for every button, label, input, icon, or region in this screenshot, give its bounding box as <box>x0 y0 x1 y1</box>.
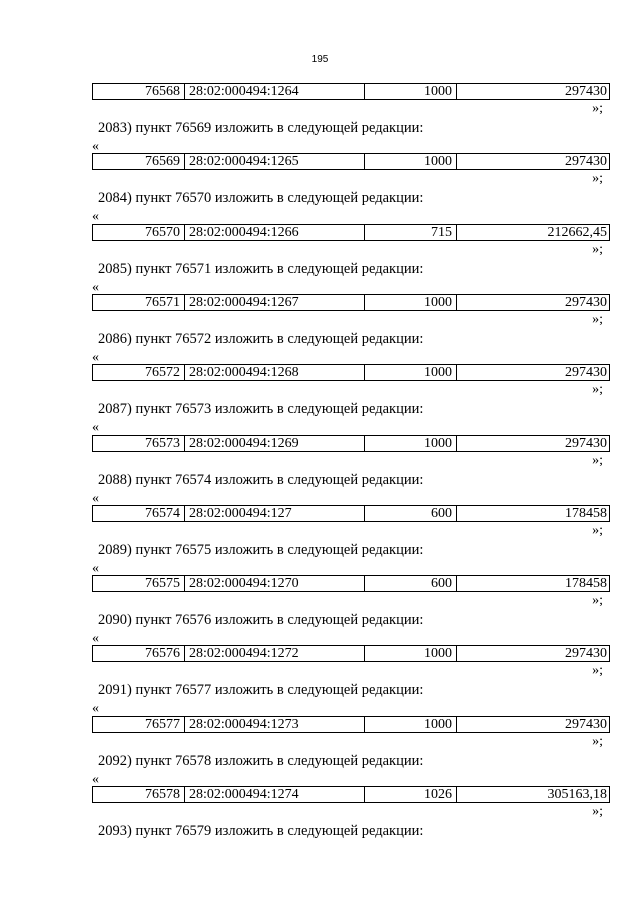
area-cell: 1000 <box>365 295 457 310</box>
closing-quote: »; <box>592 382 603 398</box>
value-cell: 297430 <box>565 435 607 451</box>
table-row <box>92 786 610 803</box>
closing-quote: »; <box>592 733 603 749</box>
cadastral-number-cell: 28:02:000494:127 <box>185 506 365 521</box>
area-cell: 1000 <box>365 365 457 380</box>
amendment-instruction: 2090) пункт 76576 изложить в следующей редакции: <box>98 612 424 629</box>
item-number-cell: 76568 <box>93 84 185 99</box>
cadastral-number-cell: 28:02:000494:1264 <box>185 84 365 99</box>
cadastral-number-cell: 28:02:000494:1269 <box>185 436 365 451</box>
page-number: 195 <box>311 54 329 65</box>
item-number-cell: 76577 <box>93 717 185 732</box>
area-cell: 1000 <box>365 717 457 732</box>
amendment-instruction: 2085) пункт 76571 изложить в следующей редакции: <box>98 260 424 277</box>
cadastral-number-cell: 28:02:000494:1272 <box>185 646 365 661</box>
closing-quote: »; <box>592 171 603 187</box>
area-cell: 1026 <box>365 787 457 802</box>
table-row <box>92 435 610 452</box>
table-row <box>92 645 610 662</box>
closing-quote: »; <box>592 663 603 679</box>
closing-quote: »; <box>592 522 603 538</box>
value-cell: 297430 <box>565 646 607 662</box>
opening-quote: « <box>92 490 99 506</box>
cadastral-number-cell: 28:02:000494:1267 <box>185 295 365 310</box>
item-number-cell: 76578 <box>93 787 185 802</box>
item-number-cell: 76570 <box>93 225 185 240</box>
area-cell: 1000 <box>365 436 457 451</box>
opening-quote: « <box>92 349 99 365</box>
item-number-cell: 76569 <box>93 154 185 169</box>
value-cell: 297430 <box>565 154 607 170</box>
amendment-instruction: 2093) пункт 76579 изложить в следующей редакции: <box>98 823 424 839</box>
opening-quote: « <box>92 771 99 787</box>
value-cell: 297430 <box>565 365 607 381</box>
cadastral-number-cell: 28:02:000494:1268 <box>185 365 365 380</box>
area-cell: 600 <box>365 506 457 521</box>
area-cell: 600 <box>365 576 457 591</box>
cadastral-number-cell: 28:02:000494:1270 <box>185 576 365 591</box>
opening-quote: « <box>92 631 99 647</box>
closing-quote: »; <box>592 241 603 257</box>
table-row <box>92 83 610 100</box>
area-cell: 1000 <box>365 646 457 661</box>
opening-quote: « <box>92 279 99 295</box>
table-row <box>92 364 610 381</box>
opening-quote: « <box>92 420 99 436</box>
item-number-cell: 76574 <box>93 506 185 521</box>
closing-quote: »; <box>592 311 603 327</box>
cadastral-number-cell: 28:02:000494:1274 <box>185 787 365 802</box>
item-number-cell: 76572 <box>93 365 185 380</box>
opening-quote: « <box>92 139 99 154</box>
value-cell: 297430 <box>565 294 607 310</box>
table-row <box>92 294 610 311</box>
amendment-instruction: 2089) пункт 76575 изложить в следующей редакции: <box>98 541 424 558</box>
item-number-cell: 76573 <box>93 436 185 451</box>
amendment-instruction: 2086) пункт 76572 изложить в следующей редакции: <box>98 330 424 347</box>
cadastral-number-cell: 28:02:000494:1273 <box>185 717 365 732</box>
amendment-instruction: 2088) пункт 76574 изложить в следующей редакции: <box>98 471 424 488</box>
amendment-instruction: 2092) пункт 76578 изложить в следующей редакции: <box>98 752 424 769</box>
value-cell: 178458 <box>565 576 607 592</box>
table-row <box>92 153 610 170</box>
value-cell: 297430 <box>565 84 607 99</box>
closing-quote: »; <box>592 452 603 468</box>
table-row <box>92 224 610 241</box>
opening-quote: « <box>92 209 99 225</box>
amendment-instruction: 2091) пункт 76577 изложить в следующей редакции: <box>98 682 424 699</box>
value-cell: 212662,45 <box>547 224 607 240</box>
table-row <box>92 505 610 522</box>
amendment-instruction: 2083) пункт 76569 изложить в следующей редакции: <box>98 120 424 136</box>
table-row <box>92 575 610 592</box>
amendment-instruction: 2084) пункт 76570 изложить в следующей редакции: <box>98 190 424 207</box>
area-cell: 715 <box>365 225 457 240</box>
closing-quote: »; <box>592 804 603 819</box>
area-cell: 1000 <box>365 154 457 169</box>
opening-quote: « <box>92 560 99 576</box>
cadastral-number-cell: 28:02:000494:1265 <box>185 154 365 169</box>
table-row <box>92 716 610 733</box>
amendment-instruction: 2087) пункт 76573 изложить в следующей редакции: <box>98 401 424 418</box>
closing-quote: »; <box>592 593 603 609</box>
item-number-cell: 76571 <box>93 295 185 310</box>
value-cell: 305163,18 <box>547 787 607 802</box>
opening-quote: « <box>92 701 99 717</box>
value-cell: 297430 <box>565 716 607 732</box>
cadastral-number-cell: 28:02:000494:1266 <box>185 225 365 240</box>
area-cell: 1000 <box>365 84 457 99</box>
value-cell: 178458 <box>565 505 607 521</box>
closing-quote: »; <box>592 101 603 116</box>
item-number-cell: 76576 <box>93 646 185 661</box>
item-number-cell: 76575 <box>93 576 185 591</box>
